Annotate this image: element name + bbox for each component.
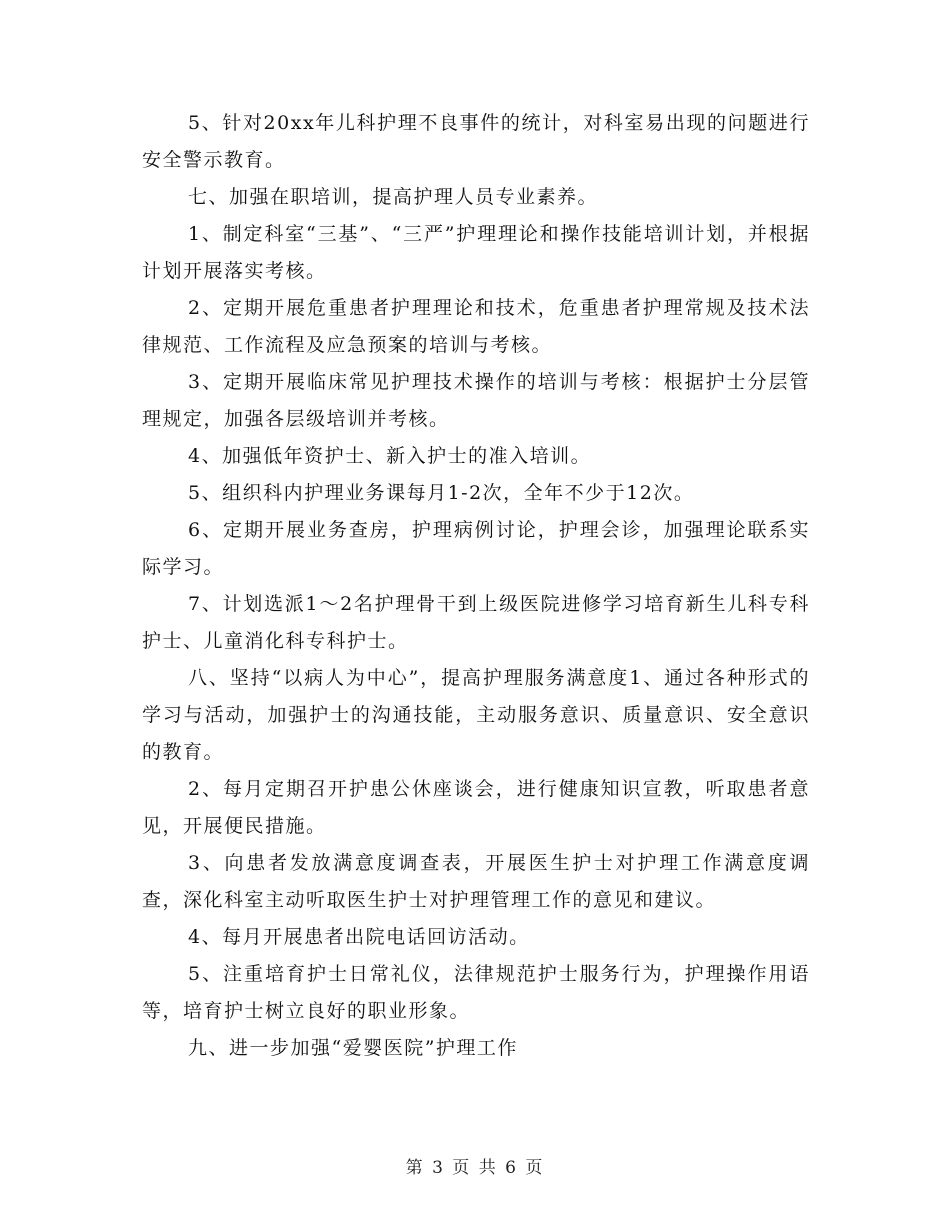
paragraph-8: 6、定期开展业务查房，护理病例讨论，护理会诊，加强理论联系实际学习。 (142, 519, 810, 578)
paragraph-1: 5、针对20xx年儿科护理不良事件的统计，对科室易出现的问题进行安全警示教育。 (142, 112, 810, 171)
section-heading-9: 九、进一步加强“爱婴医院”护理工作 (188, 1037, 518, 1059)
paragraph-12: 3、向患者发放满意度调查表，开展医生护士对护理工作满意度调查，深化科室主动听取医生护士对护理管理工作的意见和建议。 (142, 852, 810, 911)
page-footer: 第 3 页 共 6 页 (405, 1158, 545, 1178)
paragraph-14: 5、注重培育护士日常礼仪，法律规范护士服务行为，护理操作用语等，培育护士树立良好的职业形象。 (142, 963, 810, 1022)
paragraph-4: 2、定期开展危重患者护理理论和技术，危重患者护理常规及技术法律规范、工作流程及应急预案的培训与考核。 (142, 297, 810, 356)
paragraph-5: 3、定期开展临床常见护理技术操作的培训与考核：根据护士分层管理规定，加强各层级培训并考核。 (142, 371, 810, 430)
paragraph-13: 4、每月开展患者出院电话回访活动。 (188, 926, 530, 948)
paragraph-7: 5、组织科内护理业务课每月1-2次，全年不少于12次。 (188, 482, 695, 504)
paragraph-9: 7、计划选派1～2名护理骨干到上级医院进修学习培育新生儿科专科护士、儿童消化科专科护士。 (142, 593, 810, 652)
paragraph-3: 1、制定科室“三基”、“三严”护理理论和操作技能培训计划，并根据计划开展落实考核。 (142, 223, 810, 282)
paragraph-11: 2、每月定期召开护患公休座谈会，进行健康知识宣教，听取患者意见，开展便民措施。 (142, 778, 810, 837)
document-body (142, 105, 810, 1067)
section-heading-7: 七、加强在职培训，提高护理人员专业素养。 (188, 186, 599, 208)
section-heading-8: 八、坚持“以病人为中心”，提高护理服务满意度1、通过各种形式的学习与活动，加强护士的沟通技能，主动服务意识、质量意识、安全意识的教育。 (142, 667, 810, 763)
paragraph-6: 4、加强低年资护士、新入护士的准入培训。 (188, 445, 592, 467)
